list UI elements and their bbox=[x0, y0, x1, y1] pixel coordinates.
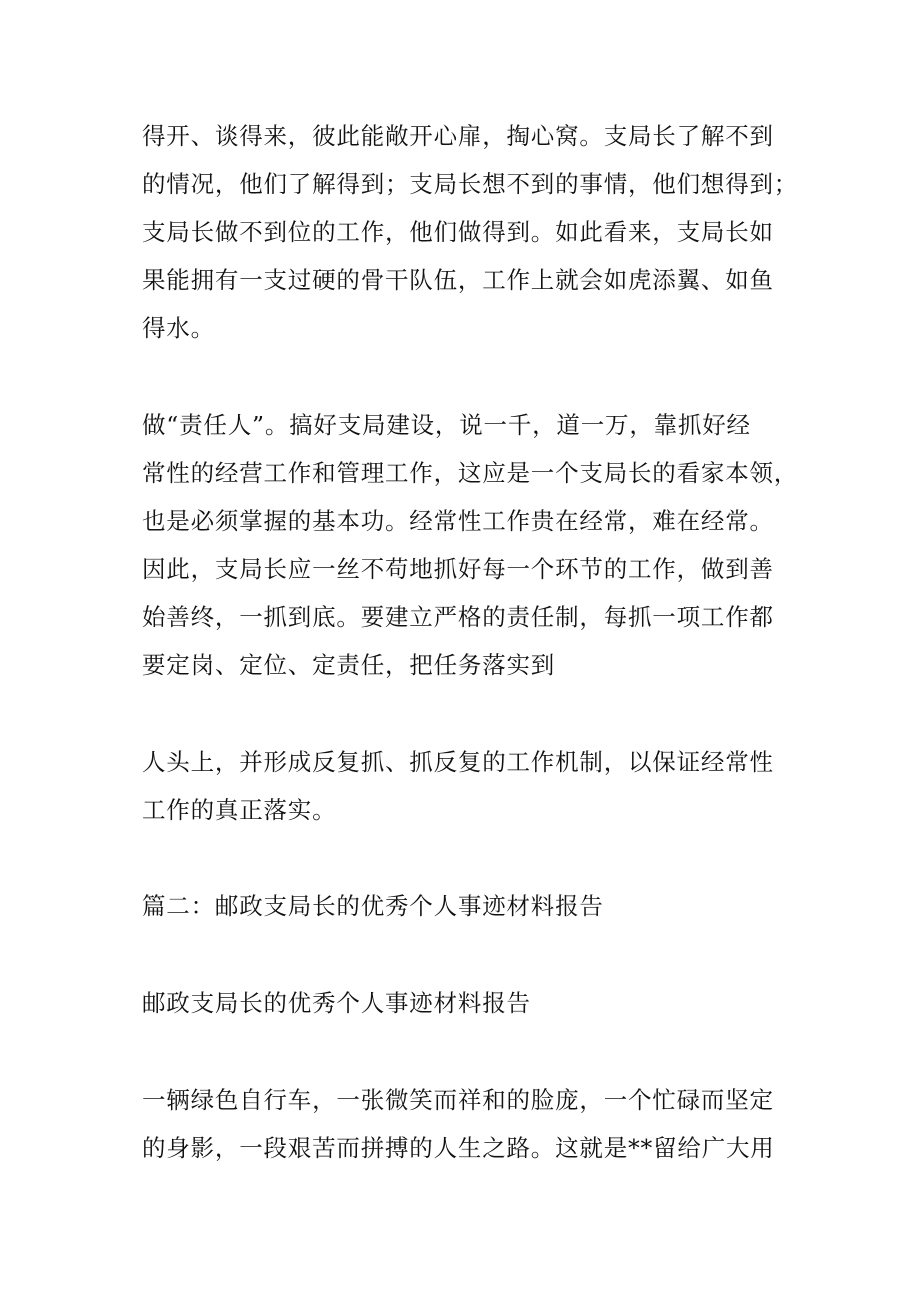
paragraph-intro bbox=[142, 1076, 822, 1172]
text-line: 一辆绿色自行车，一张微笑而祥和的脸庞，一个忙碌而坚定 bbox=[142, 1086, 774, 1114]
text-line: 也是必须掌握的基本功。经常性工作贵在经常，难在经常。 bbox=[142, 507, 774, 535]
paragraph-responsible-person bbox=[142, 401, 822, 689]
section-heading bbox=[142, 882, 822, 930]
paragraph-continuation bbox=[142, 738, 822, 834]
paragraph-backbone-team bbox=[142, 112, 822, 352]
text-line: 的情况，他们了解得到；支局长想不到的事情，他们想得到； bbox=[142, 170, 799, 198]
text-line: 工作的真正落实。 bbox=[142, 796, 337, 824]
text-line: 要定岗、定位、定责任，把任务落实到 bbox=[142, 651, 556, 679]
report-title bbox=[142, 979, 822, 1027]
text-line: 因此，支局长应一丝不苟地抓好每一个环节的工作，做到善 bbox=[142, 555, 774, 583]
text-line: 始善终，一抓到底。要建立严格的责任制，每抓一项工作都 bbox=[142, 603, 774, 631]
report-title-text: 邮政支局长的优秀个人事迹材料报告 bbox=[142, 989, 531, 1017]
section-title: 篇二：邮政支局长的优秀个人事迹材料报告 bbox=[142, 892, 604, 920]
text-line: 做“责任人”。搞好支局建设，说一千，道一万，靠抓好经 bbox=[142, 411, 751, 439]
text-line: 的身影，一段艰苦而拼搏的人生之路。这就是**留给广大用 bbox=[142, 1134, 775, 1162]
text-line: 支局长做不到位的工作，他们做得到。如此看来，支局长如 bbox=[142, 218, 774, 246]
text-line: 得水。 bbox=[142, 314, 215, 342]
text-line: 人头上，并形成反复抓、抓反复的工作机制，以保证经常性 bbox=[142, 748, 774, 776]
text-line: 果能拥有一支过硬的骨干队伍，工作上就会如虎添翼、如鱼 bbox=[142, 266, 774, 294]
text-line: 得开、谈得来，彼此能敞开心扉，掏心窝。支局长了解不到 bbox=[142, 122, 774, 150]
text-line: 常性的经营工作和管理工作，这应是一个支局长的看家本领， bbox=[142, 459, 799, 487]
